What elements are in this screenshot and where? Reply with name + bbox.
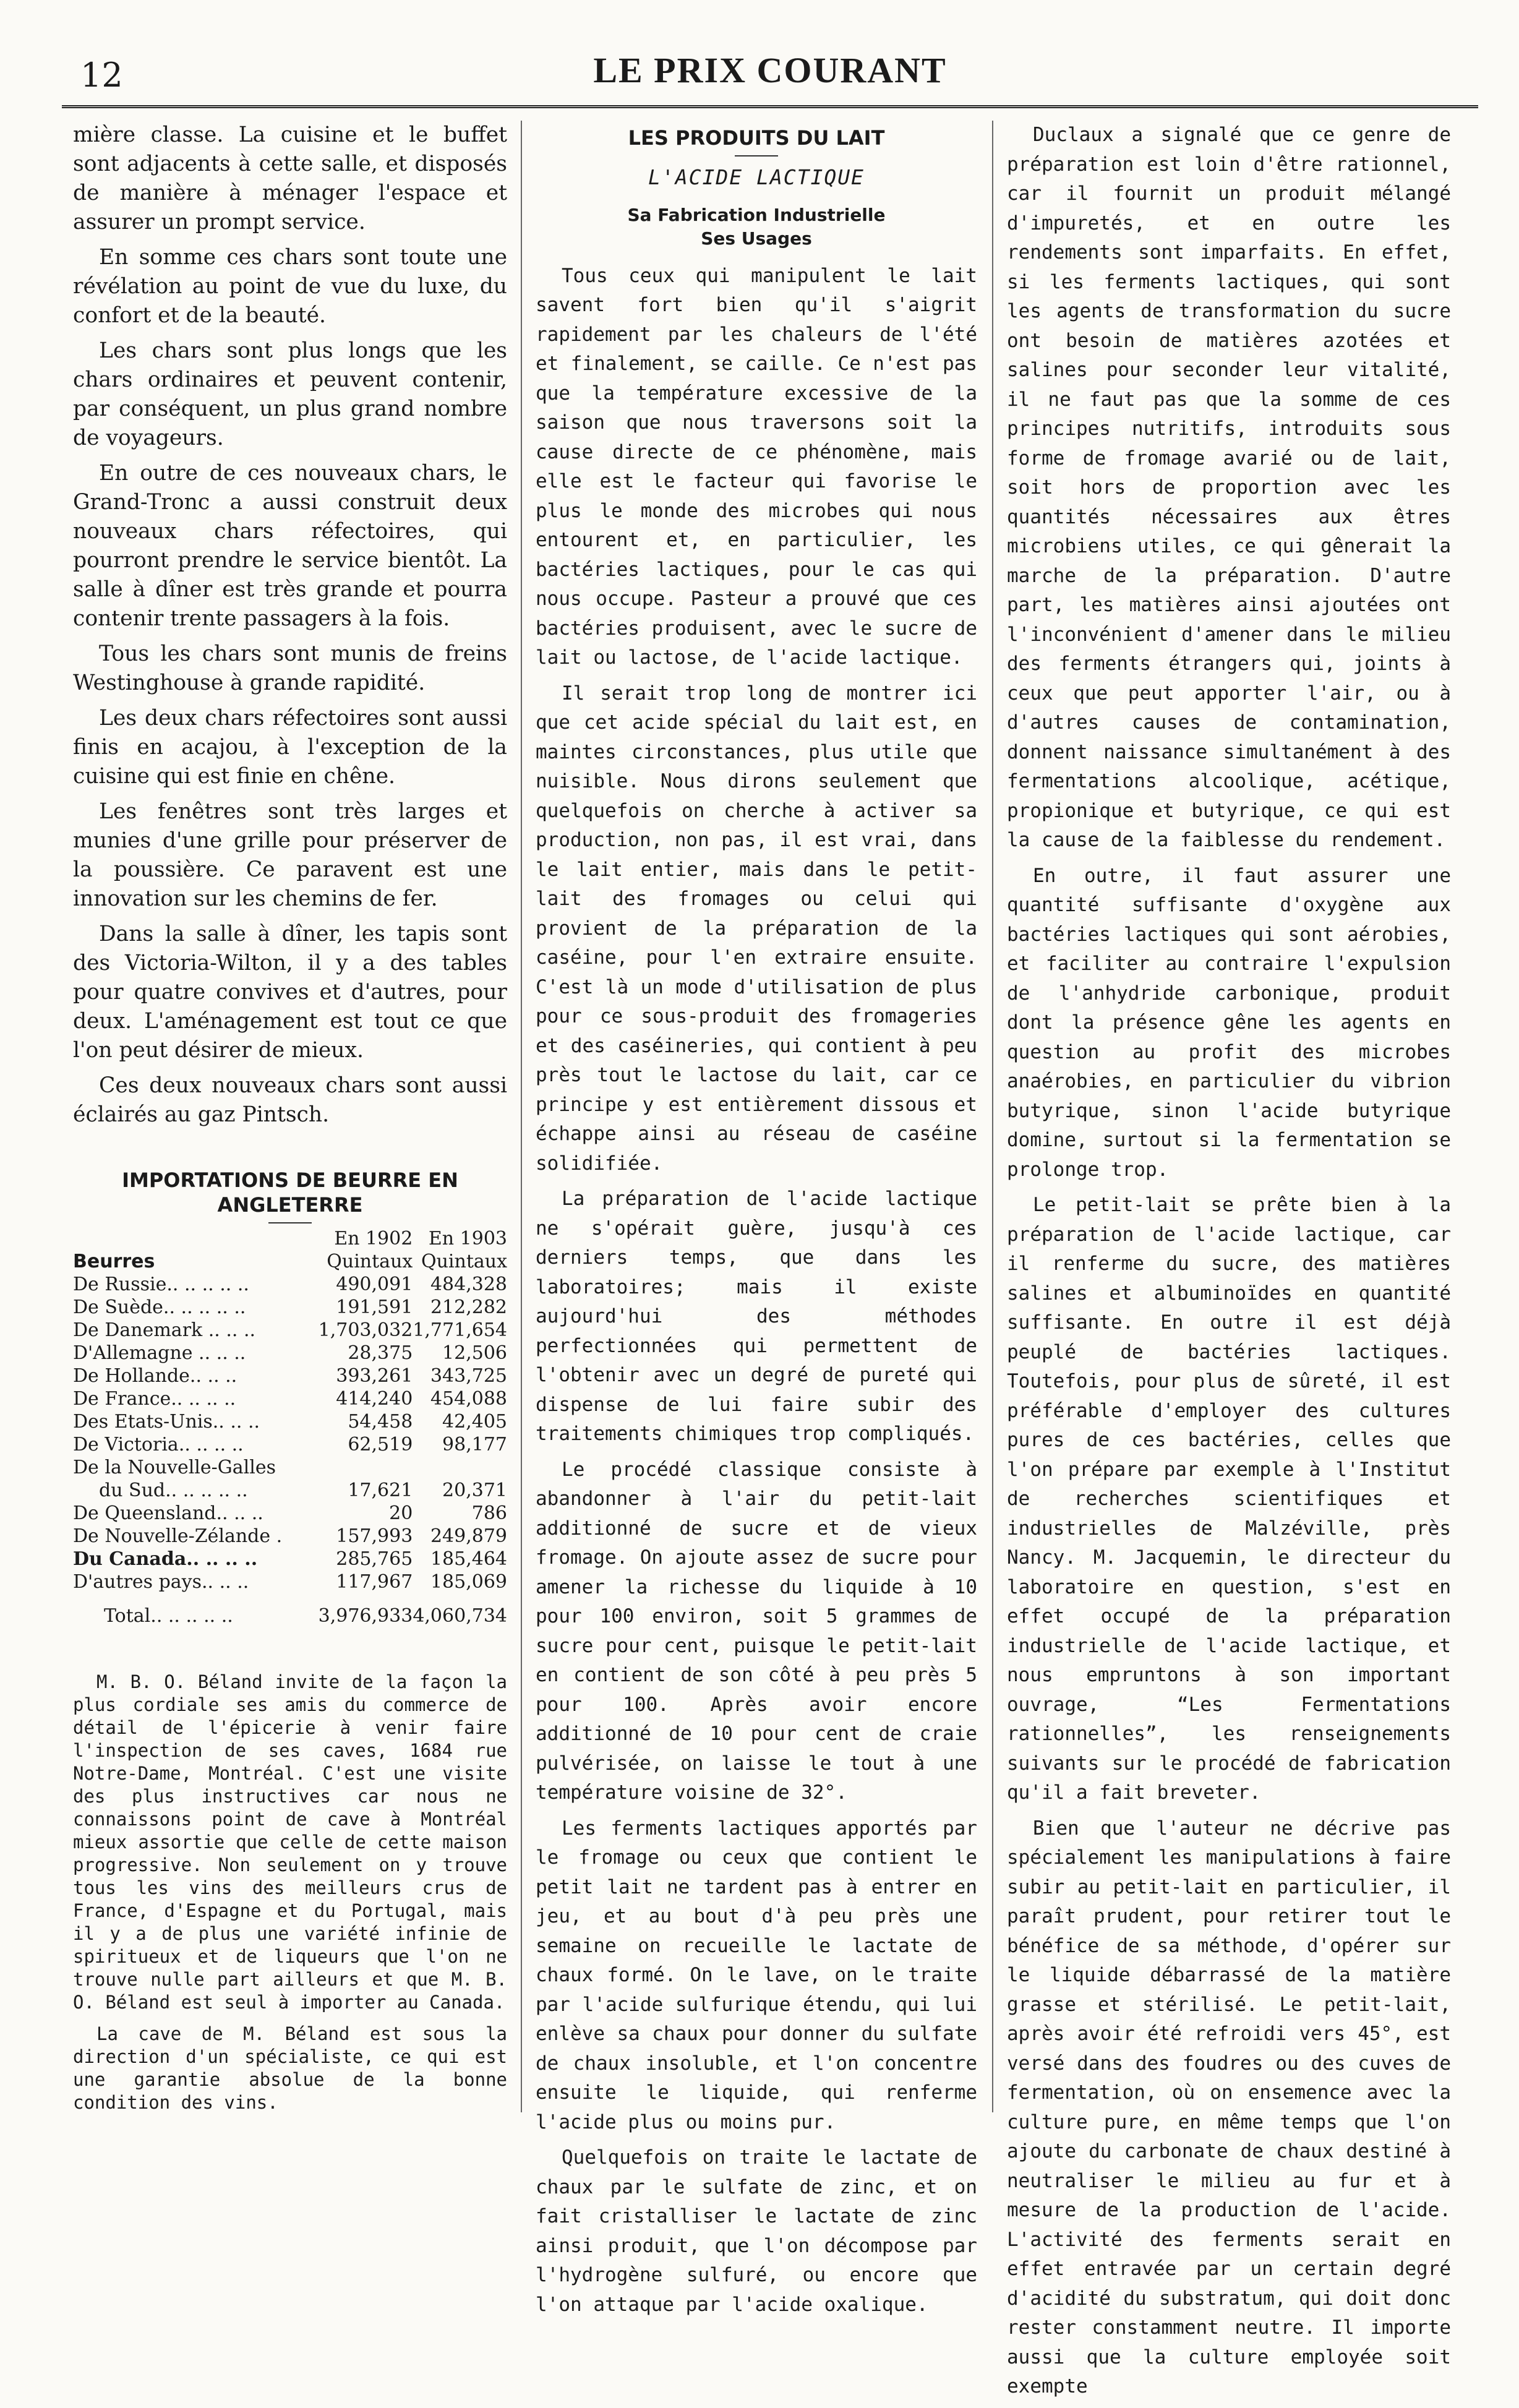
value-1903: 343,725 xyxy=(430,1365,507,1387)
value-1902: 157,993 xyxy=(336,1525,413,1547)
country-cell: De France.. .. .. .. xyxy=(73,1388,236,1410)
country-cell: De Russie.. .. .. .. .. xyxy=(73,1274,249,1295)
value-1903: 20,371 xyxy=(442,1480,507,1501)
value-1902: 191,591 xyxy=(336,1296,413,1318)
value-1903: 1,771,654 xyxy=(413,1319,507,1341)
table-row xyxy=(73,1502,507,1525)
country-cell: De Hollande.. .. .. xyxy=(73,1365,237,1387)
table-row xyxy=(73,1387,507,1410)
table-row xyxy=(73,1525,507,1548)
table-row xyxy=(73,1365,507,1387)
country-cell: De Nouvelle-Zélande . xyxy=(73,1525,283,1547)
paragraph: En somme ces chars sont toute une révélation au point de vue du luxe, du confort et de la beauté. xyxy=(73,245,507,328)
value-1903: 454,088 xyxy=(430,1388,507,1410)
butter-imports-table xyxy=(73,1227,507,1627)
value-1902: 1,703,032 xyxy=(318,1319,413,1341)
article-title: LES PRODUITS DU LAIT xyxy=(628,126,885,150)
title-rule xyxy=(268,1222,312,1223)
paragraph: Les deux chars réfectoires sont aussi finis en acajou, à l'exception de la cuisine qui est finie en chêne. xyxy=(73,706,507,789)
column-divider xyxy=(521,121,522,2112)
paragraph: Dans la salle à dîner, les tapis sont des Victoria-Wilton, il y a des tables pour quatre convives et d'autres, pour deux. L'aménagement est tout ce que l'on peut désirer de mieux. xyxy=(73,922,507,1063)
table-row xyxy=(73,1296,507,1319)
paragraph: Ces deux nouveaux chars sont aussi éclairés au gaz Pintsch. xyxy=(73,1073,507,1127)
paragraph: Tous ceux qui manipulent le lait savent fort bien qu'il s'aigrit rapidement par les chaleurs de l'été et finalement, se caille. Ce n'est pas que la température excessive de la saison que nous traversons soit la cause directe de ce phénomène, mais elle est le facteur qui favorise le plus le monde des microbes qui nous entourent et, en particulier, les bactéries lactiques, pour le cas qui nous occupe. Pasteur a prouvé que ces bactéries produisent, avec le sucre de lait ou lactose, de l'acide lactique. xyxy=(536,264,977,669)
article-subhead xyxy=(536,204,977,251)
value-1903: 42,405 xyxy=(442,1411,507,1433)
paragraph: Les chars sont plus longs que les chars ordinaires et peuvent contenir, par conséquent, un plus grand nombre de voyageurs. xyxy=(73,338,507,450)
value-1903: 786 xyxy=(471,1502,507,1524)
value-1902: 285,765 xyxy=(336,1548,413,1570)
total-1902: 3,976,933 xyxy=(318,1605,413,1627)
article-subtitle: L'ACIDE LACTIQUE xyxy=(648,165,865,189)
value-1903: 212,282 xyxy=(430,1296,507,1318)
paragraph: Il serait trop long de montrer ici que cet acide spécial du lait est, en maintes circonstances, plus utile que nuisible. Nous dirons seulement que quelquefois on cherche à activer sa production, non pas, il est vrai, dans le lait entier, mais dans le petit-lait des fromages ou celui qui provient de la préparation de la caséine, pour l'en extraire ensuite. C'est là un mode d'utilisation de plus pour ce sous-produit des fromageries et des caséineries, qui contient à peu près tout le lactose du lait, car ce principe y est entièrement dissous et échappe ainsi au réseau de caséine solidifiée. xyxy=(536,682,977,1175)
country-cell: D'Allemagne .. .. .. xyxy=(73,1342,246,1364)
column-middle xyxy=(536,121,977,2326)
country-cell: De Suède.. .. .. .. .. xyxy=(73,1296,246,1318)
value-1902: 414,240 xyxy=(336,1388,413,1410)
paragraph: En outre, il faut assurer une quantité suffisante d'oxygène aux bactéries lactiques qui sont aérobies, et faciliter au contraire l'expulsion de l'anhydride carbonique, produit dont la présence gêne les agents en question au profit des microbes anaérobies, en particulier du vibrion butyrique, sinon l'acide butyrique domine, surtout si la fermentation se prolonge trop. xyxy=(1007,864,1451,1181)
paragraph: En outre de ces nouveaux chars, le Grand-Tronc a aussi construit deux nouveaux chars réfectoires, qui pourront prendre le service bientôt. La salle à dîner est très grande et pourra contenir trente passagers à la fois. xyxy=(73,461,507,631)
table-row xyxy=(73,1319,507,1342)
paragraph: La préparation de l'acide lactique ne s'opérait guère, jusqu'à ces derniers temps, que dans les laboratoires; mais il existe aujourd'hui des méthodes perfectionnées qui permettent de l'obtenir avec un degré de pureté qui dispense de lui faire subir des traitements chimiques trop compliqués. xyxy=(536,1188,977,1445)
country-cell: De la Nouvelle-Galles xyxy=(73,1457,276,1478)
title-rule xyxy=(735,155,778,156)
total-1903: 4,060,734 xyxy=(413,1605,507,1627)
subhead-line: Sa Fabrication Industrielle xyxy=(627,204,886,225)
page-header xyxy=(62,43,1478,99)
value-1902: 28,375 xyxy=(348,1342,413,1364)
paragraph: mière classe. La cuisine et le buffet sont adjacents à cette salle, et disposés de manière à ménager l'espace et assurer un prompt service. xyxy=(73,122,507,234)
table-header-row xyxy=(73,1227,507,1273)
paragraph: M. B. O. Béland invite de la façon la plus cordiale ses amis du commerce de détail de l'épicerie à venir faire l'inspection de ses caves, 1684 rue Notre-Dame, Montréal. C'est une visite des plus instructives car nous ne connaissons point de cave à Montréal mieux assortie que celle de cette maison progressive. Non seulement on y trouve tous les vins des meilleurs crus de France, d'Espagne et du Portugal, mais il y a de plus une variété infinie de spiritueux et de liqueurs que l'on ne trouve nulle part ailleurs et que M. B. O. Béland est seul à importer au Canada. xyxy=(73,1671,507,2013)
paragraph: Quelquefois on traite le lactate de chaux par le sulfate de zinc, et on fait cristalliser le lactate de zinc ainsi produit, que l'on décompose par l'hydrogène sulfuré, ou encore que l'on attaque par l'acide oxalique. xyxy=(536,2146,977,2316)
country-cell: De Victoria.. .. .. .. xyxy=(73,1434,244,1455)
table-title: IMPORTATIONS DE BEURRE EN ANGLETERRE xyxy=(122,1168,458,1217)
paragraph: Le procédé classique consiste à abandonner à l'air du petit-lait additionné de sucre et de vieux fromage. On ajoute assez de sucre pour amener la richesse du liquide à 10 pour 100 environ, soit 5 grammes de sucre pour cent, puisque le petit-lait en contient de son côté à peu près 5 pour 100. Après avoir encore additionné de 10 pour cent de craie pulvérisée, on laisse le tout à une température voisine de 32°. xyxy=(536,1458,977,1804)
country-cell: De Queensland.. .. .. xyxy=(73,1502,263,1524)
value-1902: 54,458 xyxy=(348,1411,413,1433)
value-1903: 249,879 xyxy=(430,1525,507,1547)
paragraph: La cave de M. Béland est sous la direction d'un spécialiste, ce qui est une garantie absolue de la bonne condition des vins. xyxy=(73,2023,507,2113)
value-1903: 98,177 xyxy=(442,1434,507,1455)
value-1903: 12,506 xyxy=(442,1342,507,1364)
value-1902: 490,091 xyxy=(336,1274,413,1295)
header-rule xyxy=(62,105,1478,108)
country-cell: De Danemark .. .. .. xyxy=(73,1319,256,1341)
value-1902 xyxy=(319,1456,413,1479)
value-1902: 17,621 xyxy=(348,1480,413,1501)
table-row xyxy=(73,1433,507,1456)
paragraph: Le petit-lait se prête bien à la préparation de l'acide lactique, car il renferme du sucre, des matières salines et albuminoïdes en quantité suffisante. En outre il est déjà peuplé de bactéries lactiques. Toutefois, pour plus de sûreté, il est préférable d'employer des cultures pures de ces bactéries, celles que l'on prépare par exemple à l'Institut de recherches scientifiques et industrielles de Malzéville, près Nancy. M. Jacquemin, le directeur du laboratoire en question, s'est en effet occupé de la préparation industrielle de l'acide lactique, et nous empruntons à son important ouvrage, “Les Fermentations rationnelles”, les renseignements suivants sur le procédé de fabrication qu'il a fait breveter. xyxy=(1007,1194,1451,1804)
column-header-beurres: Beurres xyxy=(73,1251,155,1272)
table-row xyxy=(73,1456,507,1479)
value-1903 xyxy=(413,1456,507,1479)
table-row xyxy=(73,1479,507,1502)
column-header-1902: En 1902 Quintaux xyxy=(327,1228,413,1272)
column-left xyxy=(73,121,507,2123)
table-total-row xyxy=(73,1593,507,1627)
table-row xyxy=(73,1548,507,1570)
country-cell: Des Etats-Unis.. .. .. xyxy=(73,1411,260,1433)
value-1903: 185,464 xyxy=(430,1548,507,1570)
column-right xyxy=(1007,121,1451,2408)
butter-imports-section xyxy=(73,1168,507,1627)
paragraph: Duclaux a signalé que ce genre de préparation est loin d'être rationnel, car il fournit un produit mélangé d'impuretés, et en outre les rendements sont imparfaits. En effet, si les ferments lactiques, qui sont les agents de transformation du sucre ont besoin de matières azotées et salines pour seconder leur vitalité, il ne faut pas que la somme de ces principes nutritifs, introduits sous forme de fromage avarié ou de lait, soit hors de proportion avec les quantités nécessaires aux êtres microbiens utiles, ce qui gênerait la marche de la préparation. D'autre part, les matières ainsi ajoutées ont l'inconvénient d'amener dans le milieu des ferments étrangers qui, joints à ceux que peut apporter l'air, ou à d'autres causes de contamination, donnent naissance simultanément à des fermentations alcoolique, acétique, propionique et butyrique, ce qui est la cause de la faiblesse du rendement. xyxy=(1007,124,1451,851)
value-1902: 393,261 xyxy=(336,1365,413,1387)
paragraph: Les fenêtres sont très larges et munies d'une grille pour préserver de la poussière. Ce paravent est une innovation sur les chemins de fer. xyxy=(73,799,507,911)
value-1902: 117,967 xyxy=(336,1571,413,1593)
journal-title: LE PRIX COURANT xyxy=(593,50,947,90)
table-row xyxy=(73,1570,507,1593)
column-header-1903: En 1903 Quintaux xyxy=(421,1228,507,1272)
column-divider xyxy=(992,121,993,2112)
total-label: Total.. .. .. .. .. xyxy=(104,1605,233,1627)
paragraph: Les ferments lactiques apportés par le fromage ou ceux que contient le petit lait ne tardent pas à entrer en jeu, et au bout d'à peu près une semaine on recueille le lactate de chaux formé. On le lave, on le traite par l'acide sulfurique étendu, qui lui enlève sa chaux pour donner du sulfate de chaux insoluble, et l'on concentre ensuite le liquide, qui renferme l'acide plus ou moins pur. xyxy=(536,1817,977,2133)
paragraph: Tous les chars sont munis de freins Westinghouse à grande rapidité. xyxy=(73,641,507,695)
table-row xyxy=(73,1410,507,1433)
value-1903: 484,328 xyxy=(430,1274,507,1295)
table-row xyxy=(73,1273,507,1296)
value-1902: 20 xyxy=(389,1502,413,1524)
country-cell: Du Canada.. .. .. .. xyxy=(73,1548,258,1570)
value-1903: 185,069 xyxy=(430,1571,507,1593)
paragraph: Bien que l'auteur ne décrive pas spécialement les manipulations à faire subir au petit-lait en particulier, il paraît prudent, pour retirer tout le bénéfice de sa méthode, d'opérer sur le liquide débarrassé de la matière grasse et stérilisé. Le petit-lait, après avoir été refroidi vers 45°, est versé dans des foudres ou des cuves de fermentation, où on ensemence avec la culture pure, en même temps que l'on ajoute du carbonate de chaux destiné à neutraliser le milieu au fur et à mesure de la production de l'acide. L'activité des ferments serait en effet entravée par un certain degré d'acidité du substratum, qui doit donc rester constamment neutre. Il importe aussi que la culture employée soit exempte xyxy=(1007,1817,1451,2397)
country-cell: D'autres pays.. .. .. xyxy=(73,1571,249,1593)
subhead-line: Ses Usages xyxy=(701,228,812,249)
country-cell: du Sud.. .. .. .. .. xyxy=(99,1480,248,1501)
value-1902: 62,519 xyxy=(348,1434,413,1455)
beland-notice xyxy=(73,1671,507,2114)
table-row xyxy=(73,1342,507,1365)
page-number: 12 xyxy=(80,56,123,95)
